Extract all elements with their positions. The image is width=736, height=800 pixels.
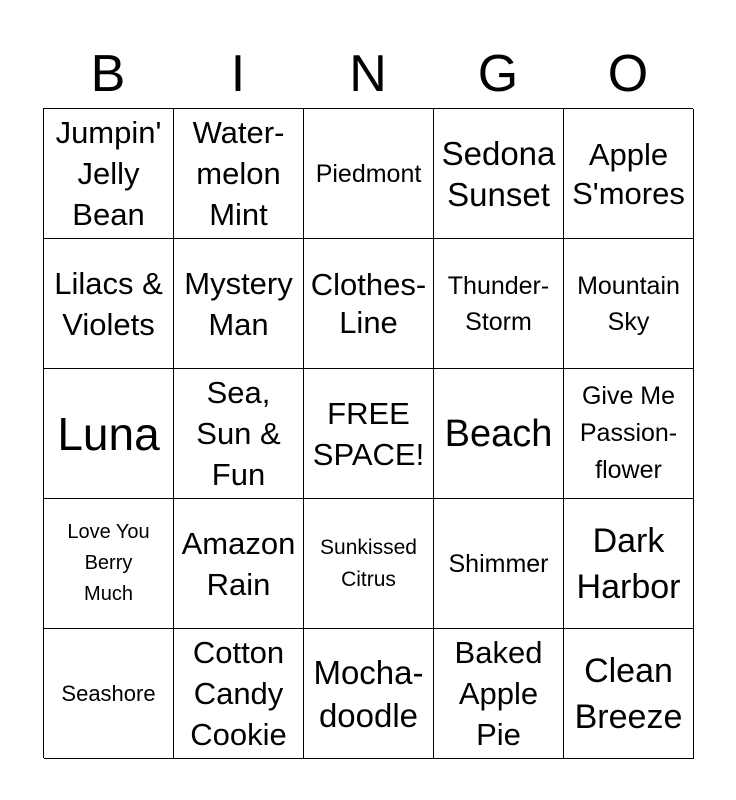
- bingo-header: [43, 40, 693, 108]
- cell-label: Baked Apple Pie: [454, 635, 543, 752]
- bingo-cell[interactable]: [44, 499, 174, 629]
- bingo-cell[interactable]: [44, 109, 174, 239]
- cell-label: Dark Harbor: [576, 521, 681, 606]
- bingo-cell[interactable]: [174, 109, 304, 239]
- bingo-cell[interactable]: [304, 629, 434, 759]
- cell-label: Sedona Sunset: [441, 134, 556, 213]
- bingo-cell[interactable]: [434, 239, 564, 369]
- cell-label: Piedmont: [315, 159, 422, 188]
- cell-label: Mystery Man: [184, 265, 293, 342]
- cell-label: Mountain Sky: [577, 271, 680, 336]
- cell-label: Sea, Sun & Fun: [196, 375, 281, 492]
- cell-label: Beach: [444, 412, 553, 455]
- bingo-cell[interactable]: [304, 109, 434, 239]
- cell-label: Cotton Candy Cookie: [190, 635, 287, 752]
- header-letter-i: I: [230, 45, 246, 103]
- bingo-cell[interactable]: [434, 629, 564, 759]
- bingo-cell[interactable]: [174, 369, 304, 499]
- bingo-cell[interactable]: [564, 239, 694, 369]
- bingo-cell[interactable]: [44, 239, 174, 369]
- cell-label: Luna: [57, 407, 160, 460]
- bingo-cell[interactable]: [174, 629, 304, 759]
- cell-label: Water-melon Mint: [192, 115, 285, 232]
- cell-label: Amazon Rain: [181, 525, 296, 602]
- cell-label: Shimmer: [448, 549, 549, 578]
- bingo-cell[interactable]: [434, 369, 564, 499]
- bingo-cell[interactable]: [44, 629, 174, 759]
- bingo-cell[interactable]: [434, 109, 564, 239]
- bingo-cell[interactable]: [564, 109, 694, 239]
- bingo-cell[interactable]: [174, 239, 304, 369]
- header-letter-n: N: [349, 45, 387, 103]
- cell-label: Clothes-Line: [310, 266, 427, 340]
- cell-label: Apple S'mores: [572, 136, 685, 211]
- cell-label: FREE SPACE!: [312, 395, 425, 472]
- bingo-cell[interactable]: [304, 239, 434, 369]
- cell-label: Clean Breeze: [574, 651, 683, 736]
- bingo-cell[interactable]: [304, 499, 434, 629]
- header-letter-o: O: [607, 45, 649, 103]
- header-letter-b: B: [90, 45, 126, 103]
- cell-label: Sunkissed Citrus: [320, 535, 417, 591]
- bingo-cell[interactable]: [44, 369, 174, 499]
- bingo-cell[interactable]: [564, 369, 694, 499]
- cell-label: Mocha-doodle: [313, 653, 424, 734]
- cell-label: Give Me Passion-flower: [579, 382, 678, 484]
- bingo-grid: [43, 108, 693, 758]
- cell-label: Thunder-Storm: [447, 271, 550, 336]
- bingo-cell[interactable]: [564, 499, 694, 629]
- cell-label: Love You Berry Much: [67, 521, 150, 605]
- bingo-cell[interactable]: [174, 499, 304, 629]
- bingo-cell[interactable]: [564, 629, 694, 759]
- bingo-cell[interactable]: [304, 369, 434, 499]
- cell-label: Seashore: [61, 681, 156, 706]
- cell-label: Jumpin' Jelly Bean: [55, 115, 162, 232]
- header-letter-g: G: [477, 45, 519, 103]
- bingo-cell[interactable]: [434, 499, 564, 629]
- cell-label: Lilacs & Violets: [54, 265, 163, 342]
